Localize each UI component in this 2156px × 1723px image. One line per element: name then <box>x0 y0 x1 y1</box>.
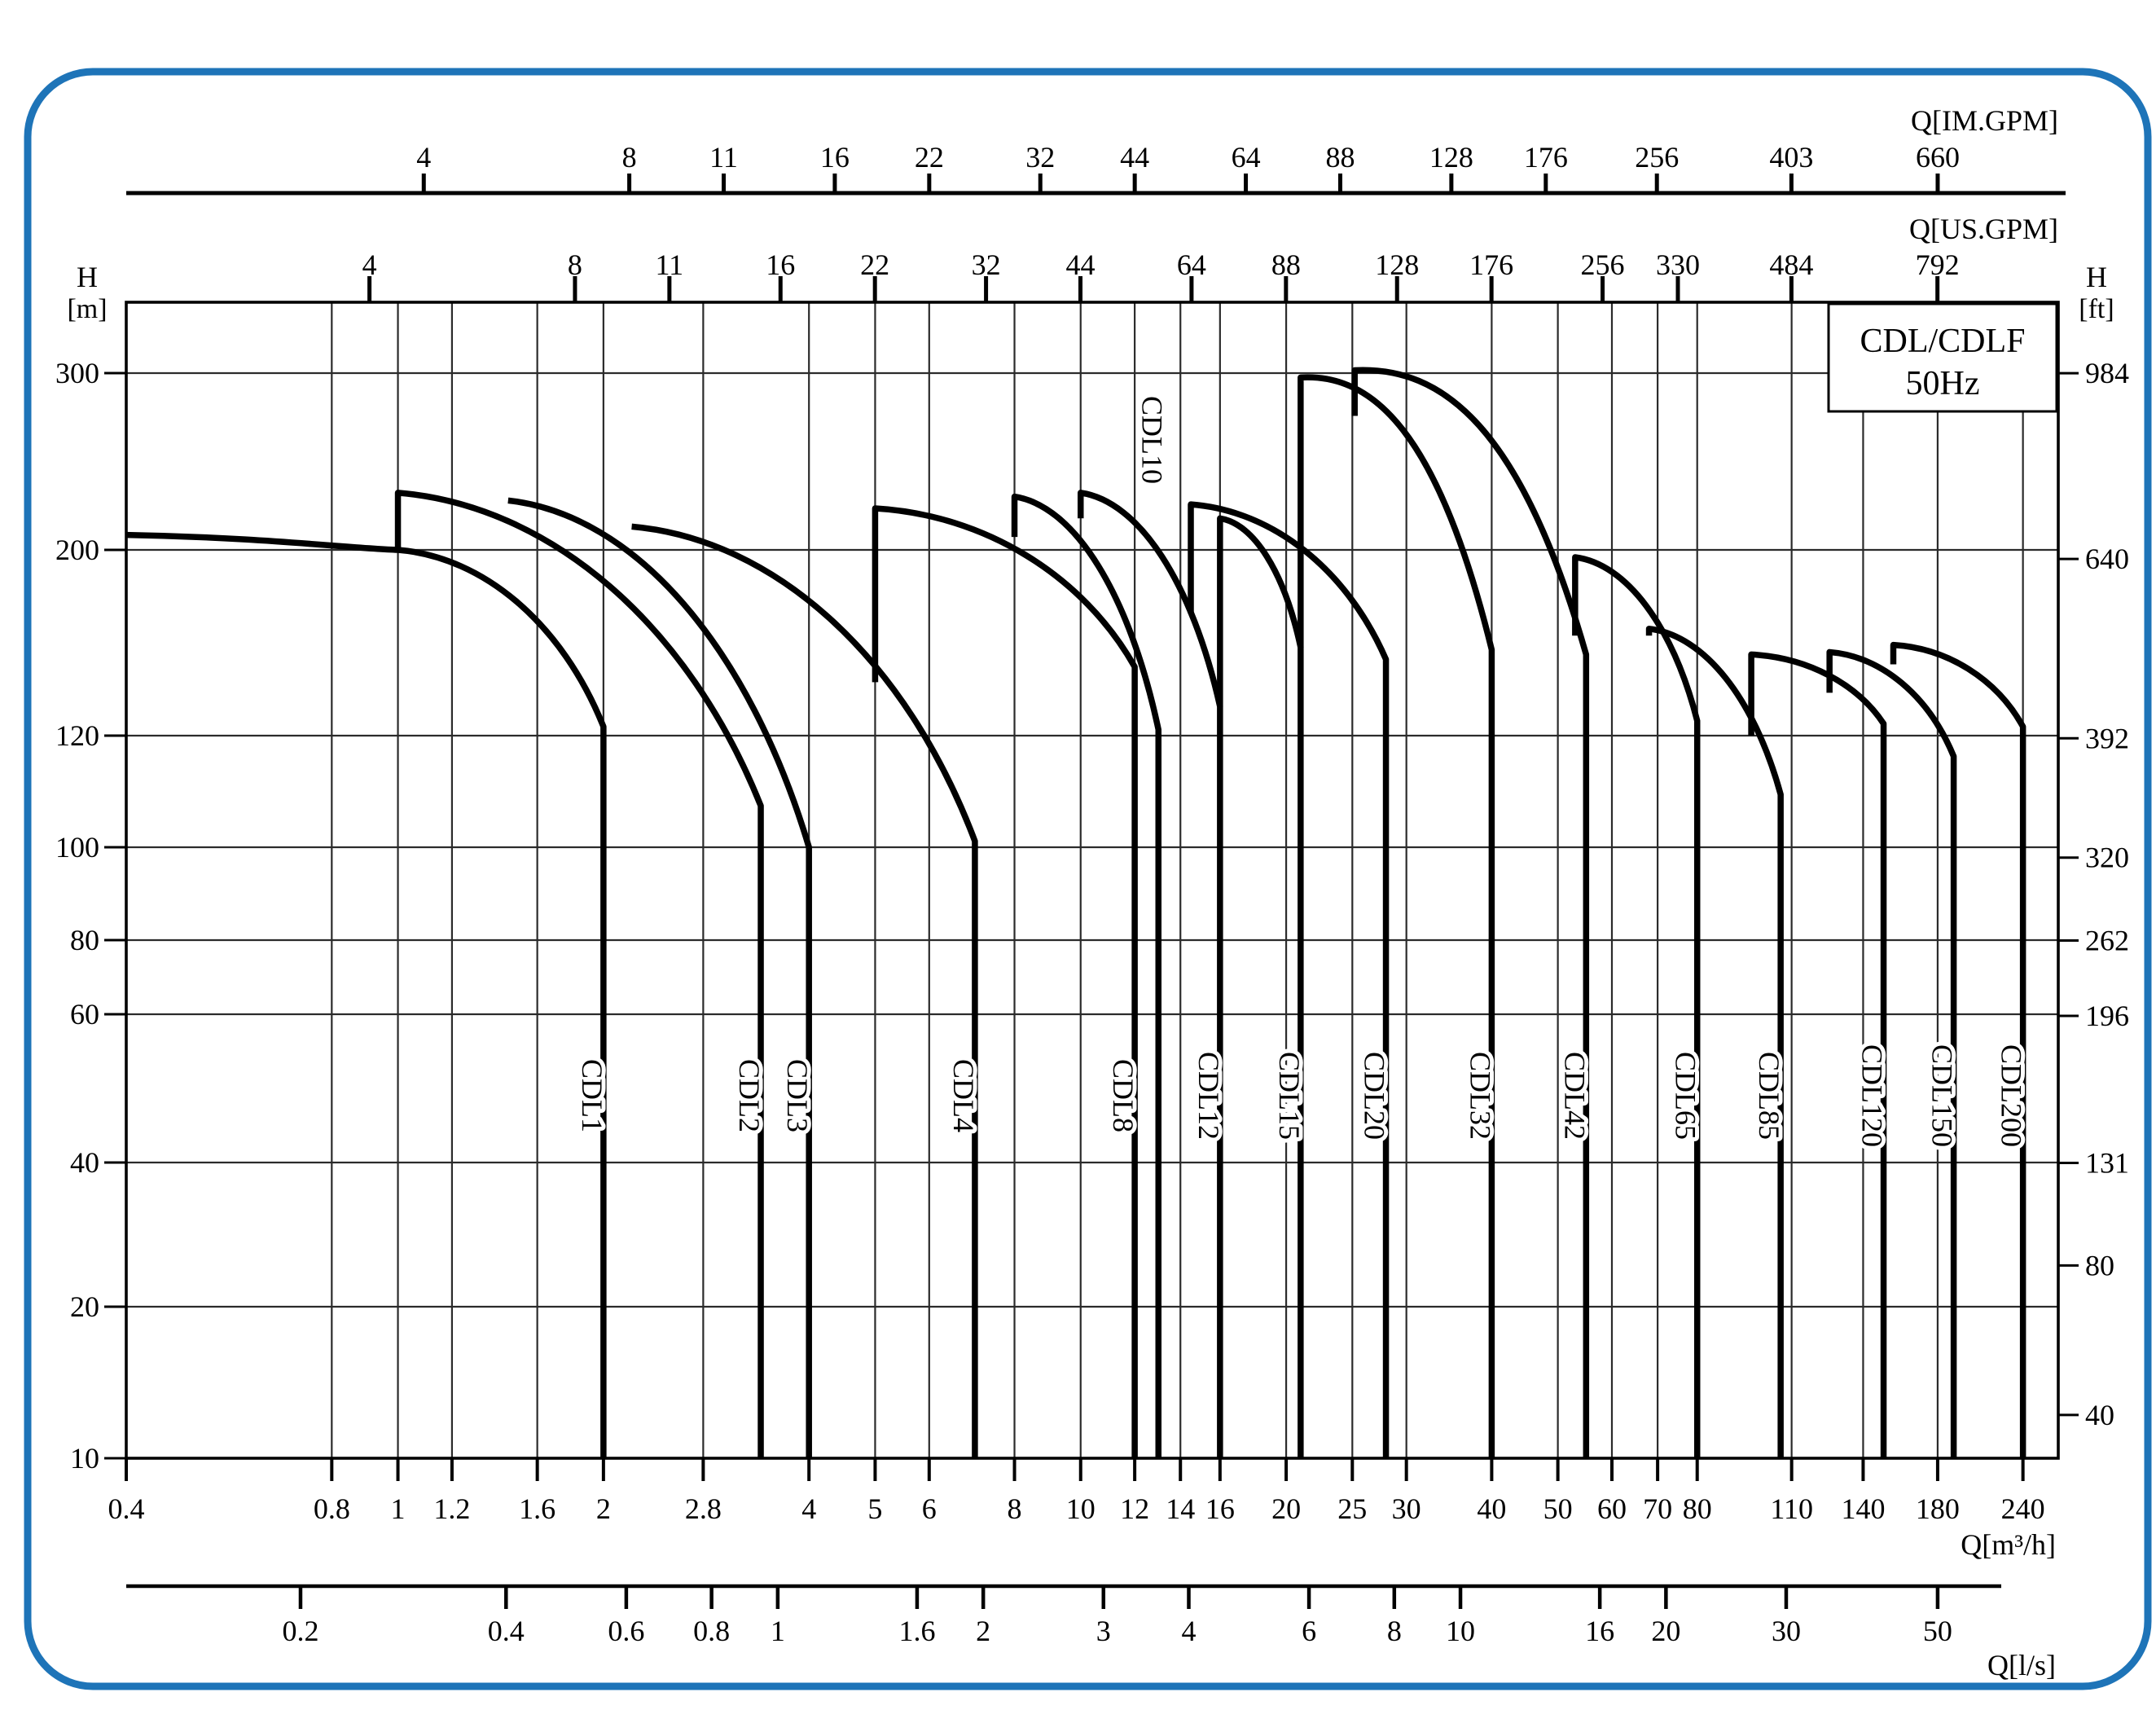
tick-label-l-s: 1.6 <box>898 1615 936 1647</box>
tick-label-l-s: 8 <box>1386 1615 1402 1647</box>
axis-title-head-m: H <box>77 261 98 293</box>
axis-title-l-s: Q[l/s] <box>1987 1649 2056 1681</box>
pump-curve-cdl42 <box>1355 370 1586 1458</box>
pump-label-cdl200: CDL200 <box>1995 1044 2028 1147</box>
tick-label-head-m: 20 <box>70 1290 99 1323</box>
tick-label-head-ft: 80 <box>2085 1249 2114 1282</box>
pump-label-cdl20: CDL20 <box>1358 1052 1391 1140</box>
tick-label-m3h: 1.6 <box>519 1492 556 1525</box>
tick-label-us-gpm: 8 <box>567 248 582 281</box>
tick-label-im-gpm: 4 <box>416 141 432 174</box>
pump-label-cdl150: CDL150 <box>1925 1044 1959 1147</box>
pump-label-cdl12: CDL12 <box>1192 1052 1225 1140</box>
tick-label-m3h: 60 <box>1596 1492 1627 1525</box>
axis-title-m3h: Q[m³/h] <box>1961 1528 2056 1561</box>
pump-curve-cdl65 <box>1575 557 1697 1458</box>
tick-label-head-m: 100 <box>55 831 99 864</box>
tick-label-head-ft: 392 <box>2085 722 2129 755</box>
tick-label-m3h: 180 <box>1915 1492 1960 1525</box>
tick-label-im-gpm: 8 <box>621 141 637 174</box>
tick-label-l-s: 10 <box>1446 1615 1476 1647</box>
tick-label-m3h: 20 <box>1271 1492 1302 1525</box>
tick-label-us-gpm: 330 <box>1655 248 1700 281</box>
tick-label-m3h: 80 <box>1682 1492 1712 1525</box>
axis-title-head-ft-unit: [ft] <box>2079 294 2114 324</box>
tick-label-m3h: 25 <box>1337 1492 1368 1525</box>
tick-label-im-gpm: 64 <box>1231 141 1261 174</box>
tick-label-im-gpm: 176 <box>1523 141 1568 174</box>
pump-label-cdl2: CDL2 <box>733 1059 766 1132</box>
tick-label-us-gpm: 16 <box>766 248 796 281</box>
tick-label-l-s: 0.4 <box>487 1615 525 1647</box>
tick-label-m3h: 50 <box>1543 1492 1573 1525</box>
tick-label-l-s: 50 <box>1922 1615 1952 1647</box>
pump-label-cdl85: CDL85 <box>1753 1052 1786 1140</box>
axis-title-head-m-unit: [m] <box>67 294 108 324</box>
chart-title-line2: 50Hz <box>1905 365 1980 402</box>
tick-label-head-m: 80 <box>70 924 99 956</box>
tick-label-im-gpm: 32 <box>1025 141 1056 174</box>
tick-label-us-gpm: 88 <box>1271 248 1301 281</box>
tick-label-m3h: 40 <box>1477 1492 1507 1525</box>
pump-label-cdl42: CDL42 <box>1558 1052 1592 1140</box>
tick-label-us-gpm: 11 <box>655 248 684 281</box>
tick-label-m3h: 140 <box>1841 1492 1886 1525</box>
tick-label-m3h: 0.4 <box>108 1492 145 1525</box>
tick-label-im-gpm: 16 <box>819 141 850 174</box>
pump-label-cdl32: CDL32 <box>1464 1052 1497 1140</box>
tick-label-us-gpm: 128 <box>1375 248 1420 281</box>
pump-label-cdl65: CDL65 <box>1669 1052 1702 1140</box>
tick-label-l-s: 20 <box>1651 1615 1681 1647</box>
pump-label-cdl15: CDL15 <box>1272 1052 1306 1140</box>
tick-label-head-m: 200 <box>55 534 99 566</box>
tick-label-m3h: 1.2 <box>433 1492 471 1525</box>
pump-curve-cdl12 <box>1081 493 1220 1458</box>
tick-label-us-gpm: 792 <box>1915 248 1960 281</box>
tick-label-head-ft: 984 <box>2085 357 2129 390</box>
pump-label-cdl3: CDL3 <box>781 1059 815 1132</box>
pump-label-cdl8: CDL8 <box>1107 1059 1140 1132</box>
tick-label-head-m: 300 <box>55 357 99 389</box>
tick-label-m3h: 12 <box>1120 1492 1150 1525</box>
tick-label-l-s: 0.6 <box>608 1615 645 1647</box>
axis-title-head-ft: H <box>2086 261 2107 293</box>
tick-label-m3h: 2.8 <box>684 1492 722 1525</box>
tick-label-us-gpm: 484 <box>1769 248 1814 281</box>
tick-label-im-gpm: 88 <box>1325 141 1355 174</box>
tick-label-head-ft: 40 <box>2085 1398 2114 1431</box>
tick-label-us-gpm: 32 <box>971 248 1001 281</box>
tick-label-m3h: 14 <box>1166 1492 1196 1525</box>
tick-label-m3h: 0.8 <box>313 1492 350 1525</box>
tick-label-l-s: 1 <box>770 1615 785 1647</box>
pump-curve-cdl8 <box>875 508 1135 1458</box>
axis-title-us-gpm: Q[US.GPM] <box>1908 213 2058 245</box>
tick-label-head-m: 120 <box>55 719 99 752</box>
tick-label-m3h: 110 <box>1770 1492 1813 1525</box>
pump-curve-cdl32 <box>1301 377 1492 1458</box>
tick-label-m3h: 8 <box>1007 1492 1022 1525</box>
tick-label-l-s: 16 <box>1585 1615 1615 1647</box>
tick-label-head-ft: 262 <box>2085 924 2129 957</box>
tick-label-m3h: 5 <box>867 1492 883 1525</box>
pump-label-cdl1: CDL1 <box>575 1059 608 1132</box>
tick-label-head-ft: 131 <box>2085 1146 2129 1180</box>
tick-label-im-gpm: 128 <box>1429 141 1473 174</box>
tick-label-l-s: 30 <box>1771 1615 1801 1647</box>
tick-label-us-gpm: 44 <box>1065 248 1096 281</box>
plot-border <box>126 302 2058 1458</box>
tick-label-im-gpm: 22 <box>914 141 944 174</box>
tick-label-head-m: 60 <box>70 998 99 1031</box>
tick-label-m3h: 70 <box>1643 1492 1673 1525</box>
tick-label-us-gpm: 256 <box>1580 248 1625 281</box>
tick-label-im-gpm: 256 <box>1635 141 1680 174</box>
pump-curve-cdl85 <box>1649 629 1781 1458</box>
tick-label-head-ft: 320 <box>2085 841 2129 874</box>
tick-label-head-m: 10 <box>70 1442 99 1475</box>
tick-label-l-s: 0.8 <box>693 1615 731 1647</box>
tick-label-us-gpm: 176 <box>1469 248 1514 281</box>
tick-label-m3h: 30 <box>1391 1492 1421 1525</box>
chart-title-line1: CDL/CDLF <box>1860 323 2026 360</box>
tick-label-m3h: 6 <box>921 1492 937 1525</box>
tick-label-l-s: 4 <box>1181 1615 1197 1647</box>
tick-label-l-s: 0.2 <box>282 1615 319 1647</box>
tick-label-m3h: 16 <box>1205 1492 1235 1525</box>
tick-label-l-s: 3 <box>1096 1615 1111 1647</box>
tick-label-im-gpm: 660 <box>1915 141 1960 174</box>
axis-title-im-gpm: Q[IM.GPM] <box>1910 104 2058 137</box>
pump-curve-cdl15 <box>1220 518 1301 1458</box>
tick-label-im-gpm: 403 <box>1769 141 1814 174</box>
tick-label-m3h: 4 <box>801 1492 817 1525</box>
tick-label-us-gpm: 4 <box>362 248 377 281</box>
tick-label-head-m: 40 <box>70 1146 99 1179</box>
tick-label-m3h: 2 <box>595 1492 611 1525</box>
tick-label-l-s: 6 <box>1302 1615 1317 1647</box>
pump-curve-cdl1 <box>126 535 604 1458</box>
tick-label-head-ft: 640 <box>2085 543 2129 576</box>
tick-label-head-ft: 196 <box>2085 999 2129 1032</box>
tick-label-m3h: 240 <box>2000 1492 2045 1525</box>
tick-label-m3h: 1 <box>390 1492 406 1525</box>
tick-label-im-gpm: 44 <box>1120 141 1150 174</box>
tick-label-us-gpm: 64 <box>1176 248 1206 281</box>
tick-label-l-s: 2 <box>976 1615 991 1647</box>
pump-label-cdl4: CDL4 <box>946 1059 980 1132</box>
tick-label-m3h: 10 <box>1065 1492 1096 1525</box>
pump-label-cdl120: CDL120 <box>1855 1044 1889 1147</box>
pump-label-cdl10: CDL10 <box>1135 396 1169 484</box>
tick-label-im-gpm: 11 <box>709 141 738 174</box>
tick-label-us-gpm: 22 <box>860 248 890 281</box>
